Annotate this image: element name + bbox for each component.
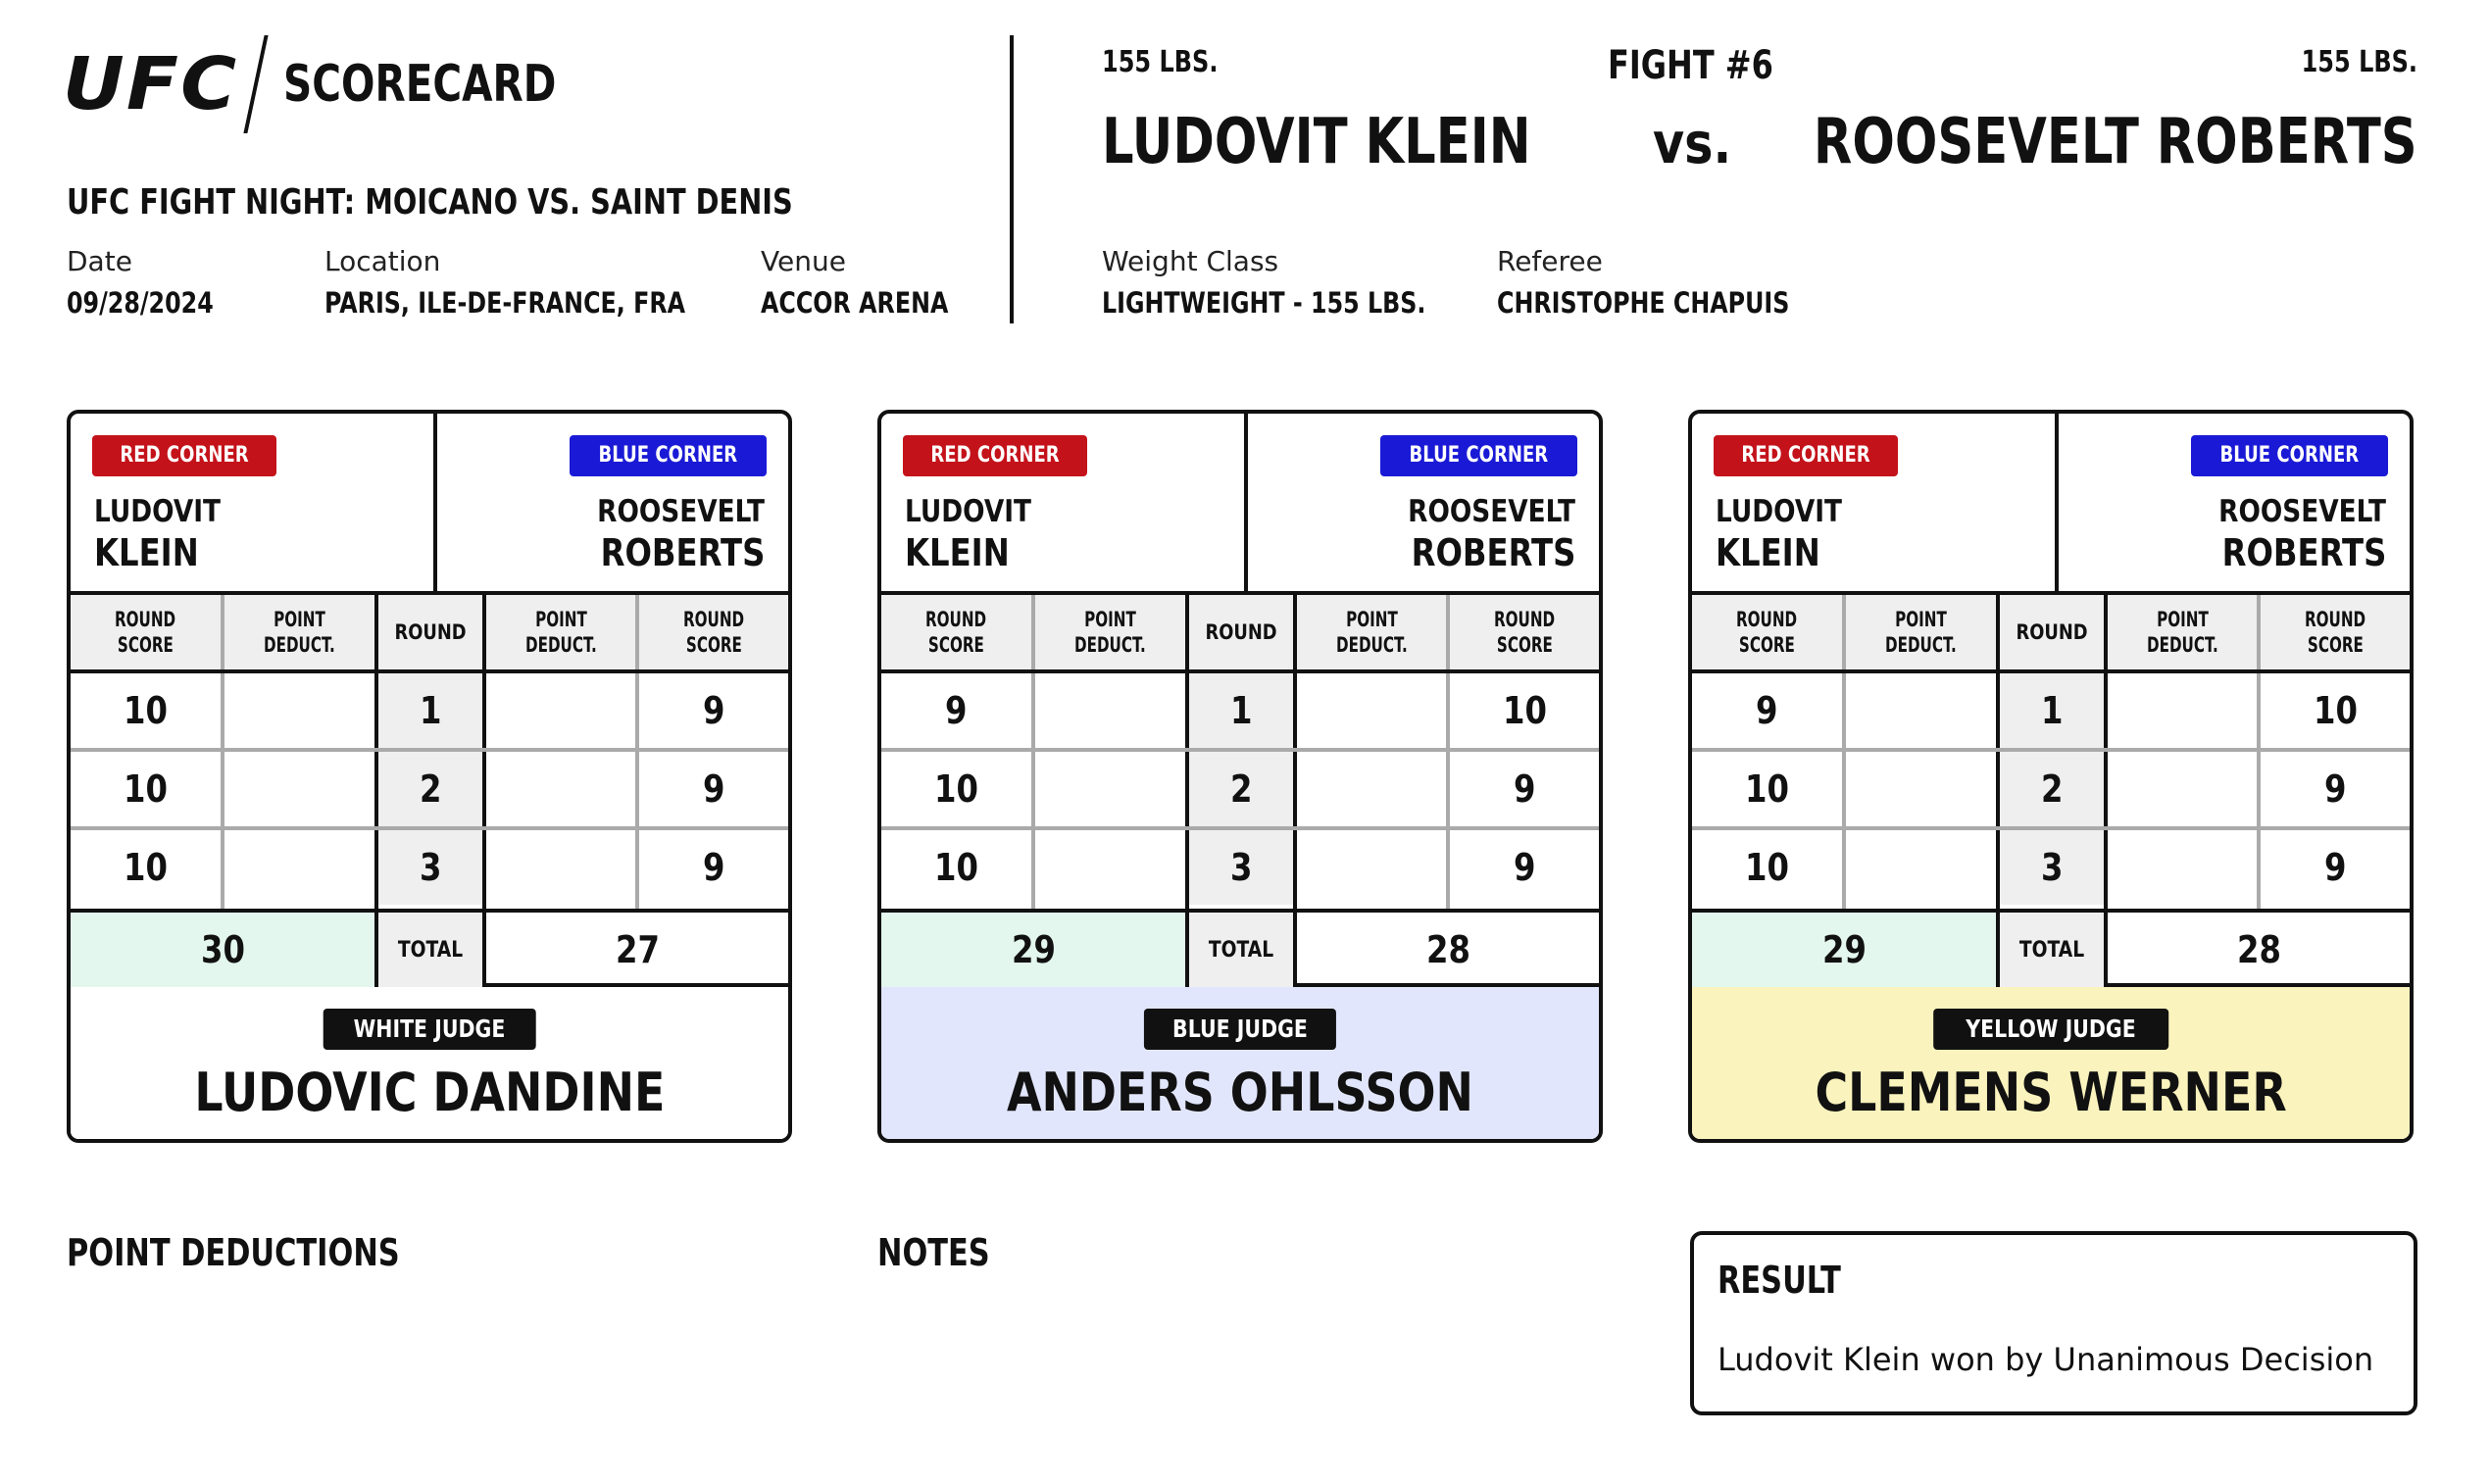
blue-round-score-header: ROUND SCORE	[2304, 608, 2366, 657]
total-divider-right	[2104, 913, 2108, 987]
header-divider	[1996, 595, 2000, 669]
score-grid-header	[71, 595, 788, 673]
result-title: RESULT	[1718, 1259, 1841, 1302]
grid-divider	[221, 830, 224, 909]
total-row	[881, 909, 1599, 987]
round-number: 1	[1189, 673, 1293, 748]
blue-round-score: 9	[2323, 846, 2347, 889]
red-fighter-last-name: KLEIN	[905, 531, 1010, 574]
corner-divider	[1244, 414, 1248, 595]
total-divider-left	[1996, 913, 2000, 987]
blue-corner-badge	[1380, 435, 1577, 476]
judge-scorecard-1	[67, 410, 792, 1143]
red-fighter-last-name: KLEIN	[94, 531, 199, 574]
header-divider	[374, 595, 378, 669]
red-corner-badge	[903, 435, 1087, 476]
round-header: ROUND	[2016, 620, 2088, 644]
red-round-score-header: ROUND SCORE	[925, 608, 987, 657]
round-number: 3	[1189, 830, 1293, 905]
round-row	[1692, 830, 2410, 909]
red-round-score: 10	[1745, 767, 1789, 811]
round-header: ROUND	[1205, 620, 1277, 644]
blue-round-score: 9	[1513, 846, 1536, 889]
blue-point-deduct-header: POINT DEDUCT.	[2146, 608, 2218, 657]
round-row	[71, 673, 788, 752]
grid-divider	[374, 752, 378, 830]
point-deductions-title: POINT DEDUCTIONS	[67, 1231, 400, 1274]
score-grid-header	[881, 595, 1599, 673]
red-corner-badge	[1714, 435, 1898, 476]
blue-point-deduct-header: POINT DEDUCT.	[524, 608, 597, 657]
total-divider-right	[1293, 913, 1297, 987]
red-round-score-header: ROUND SCORE	[1736, 608, 1798, 657]
grid-divider	[221, 673, 224, 752]
fight-number: FIGHT #6	[1608, 43, 1773, 88]
round-number: 1	[2000, 673, 2104, 748]
venue-value: ACCOR ARENA	[761, 286, 949, 320]
header-divider	[221, 595, 224, 669]
red-point-deduction	[224, 752, 374, 826]
scorecard-fighters-header	[1692, 414, 2410, 595]
total-label: TOTAL	[1189, 913, 1293, 987]
round-row	[881, 673, 1599, 752]
corner-divider	[433, 414, 437, 595]
judge-badge: WHITE JUDGE	[324, 1009, 536, 1050]
grid-divider	[1842, 752, 1846, 830]
header-divider	[1446, 595, 1450, 669]
total-row	[71, 909, 788, 987]
header-divider	[2104, 595, 2108, 669]
red-point-deduct-header: POINT DEDUCT.	[1074, 608, 1146, 657]
red-round-score: 10	[124, 689, 168, 732]
grid-divider	[1031, 830, 1035, 909]
date-label: Date	[67, 245, 132, 277]
grid-divider	[1446, 830, 1450, 909]
round-number: 2	[378, 752, 482, 826]
judge-badge: YELLOW JUDGE	[1933, 1009, 2168, 1050]
red-corner-badge	[92, 435, 276, 476]
red-round-score: 10	[124, 767, 168, 811]
red-total-score: 30	[71, 913, 374, 987]
event-title: UFC FIGHT NIGHT: MOICANO VS. SAINT DENIS	[67, 182, 793, 223]
header-divider	[482, 595, 486, 669]
venue-label: Venue	[761, 245, 846, 277]
referee-label: Referee	[1497, 245, 1603, 277]
date-value: 09/28/2024	[67, 286, 214, 320]
blue-total-score: 28	[1425, 928, 1470, 971]
total-label: TOTAL	[378, 913, 482, 987]
red-round-score: 9	[1756, 689, 1778, 732]
referee-value: CHRISTOPHE CHAPUIS	[1497, 286, 1790, 320]
round-number: 2	[2000, 752, 2104, 826]
judge-badge: BLUE JUDGE	[1144, 1009, 1336, 1050]
blue-round-score: 10	[2313, 689, 2358, 732]
round-number: 2	[1189, 752, 1293, 826]
header-divider	[1185, 595, 1189, 669]
round-header: ROUND	[394, 620, 467, 644]
red-point-deduct-header: POINT DEDUCT.	[1885, 608, 1957, 657]
header-divider	[1293, 595, 1297, 669]
blue-corner-badge	[570, 435, 767, 476]
grid-divider	[1842, 673, 1846, 752]
scorecard-fighters-header	[881, 414, 1599, 595]
round-row	[1692, 673, 2410, 752]
score-grid-header	[1692, 595, 2410, 673]
grid-divider	[2257, 830, 2261, 909]
blue-fighter-weight: 155 LBS.	[2301, 45, 2417, 79]
round-number: 3	[378, 830, 482, 905]
round-number: 3	[2000, 830, 2104, 905]
grid-divider	[2104, 830, 2108, 909]
red-fighter-first-name: LUDOVIT	[94, 494, 221, 529]
blue-round-score: 9	[2323, 767, 2347, 811]
grid-divider	[482, 752, 486, 830]
red-fighter-first-name: LUDOVIT	[905, 494, 1031, 529]
grid-divider	[1293, 830, 1297, 909]
grid-divider	[1293, 673, 1297, 752]
blue-fighter-first-name: ROOSEVELT	[1408, 494, 1575, 529]
red-point-deduction	[1846, 830, 1996, 905]
round-row	[881, 752, 1599, 830]
grid-divider	[221, 752, 224, 830]
total-divider-left	[1185, 913, 1189, 987]
header-divider	[1010, 35, 1014, 323]
judge-scorecard-3	[1688, 410, 2414, 1143]
red-fighter-weight: 155 LBS.	[1102, 45, 1219, 79]
blue-round-score: 9	[702, 689, 725, 732]
red-fighter-name: LUDOVIT KLEIN	[1102, 106, 1531, 178]
grid-divider	[374, 830, 378, 909]
round-row	[71, 752, 788, 830]
red-point-deduction	[1846, 752, 1996, 826]
blue-fighter-last-name: ROBERTS	[2221, 531, 2386, 574]
round-row	[71, 830, 788, 909]
grid-divider	[635, 830, 639, 909]
weight-class-value: LIGHTWEIGHT - 155 LBS.	[1102, 286, 1426, 320]
grid-divider	[2257, 673, 2261, 752]
red-point-deduction	[1035, 673, 1185, 748]
blue-fighter-name: ROOSEVELT ROBERTS	[1814, 106, 2417, 178]
blue-round-score: 10	[1502, 689, 1547, 732]
blue-point-deduct-header: POINT DEDUCT.	[1335, 608, 1408, 657]
red-fighter-last-name: KLEIN	[1716, 531, 1820, 574]
grid-divider	[1031, 752, 1035, 830]
grid-divider	[374, 673, 378, 752]
judge-name: ANDERS OHLSSON	[1007, 1062, 1473, 1123]
grid-divider	[1185, 673, 1189, 752]
blue-round-score-header: ROUND SCORE	[1493, 608, 1556, 657]
blue-total-score: 27	[615, 928, 660, 971]
blue-point-deduction	[1297, 752, 1446, 826]
total-divider-left	[374, 913, 378, 987]
grid-divider	[1996, 830, 2000, 909]
blue-corner-label: BLUE CORNER	[598, 443, 738, 468]
grid-divider	[482, 673, 486, 752]
judge-name: CLEMENS WERNER	[1815, 1062, 2287, 1123]
blue-total-score: 28	[2236, 928, 2281, 971]
grid-divider	[1185, 830, 1189, 909]
red-round-score: 10	[1745, 846, 1789, 889]
red-corner-label: RED CORNER	[1741, 443, 1870, 468]
total-divider-right	[482, 913, 486, 987]
notes-title: NOTES	[877, 1231, 990, 1274]
scorecard-title: SCORECARD	[282, 55, 557, 114]
grid-divider	[1842, 830, 1846, 909]
red-total-score: 29	[1692, 913, 1996, 987]
blue-fighter-first-name: ROOSEVELT	[597, 494, 765, 529]
blue-point-deduction	[486, 752, 635, 826]
grid-divider	[1446, 752, 1450, 830]
red-round-score: 10	[124, 846, 168, 889]
red-fighter-first-name: LUDOVIT	[1716, 494, 1842, 529]
red-round-score: 10	[934, 767, 978, 811]
red-point-deduct-header: POINT DEDUCT.	[264, 608, 335, 657]
round-row	[1692, 752, 2410, 830]
total-row	[1692, 909, 2410, 987]
red-round-score: 9	[945, 689, 968, 732]
blue-point-deduction	[1297, 673, 1446, 748]
judge-footer	[881, 987, 1599, 1143]
blue-point-deduction	[486, 830, 635, 905]
grid-divider	[1031, 673, 1035, 752]
ufc-logo	[62, 35, 633, 133]
grid-divider	[635, 752, 639, 830]
round-number: 1	[378, 673, 482, 748]
total-label: TOTAL	[2000, 913, 2104, 987]
header-divider	[635, 595, 639, 669]
result-box	[1690, 1231, 2417, 1415]
blue-fighter-first-name: ROOSEVELT	[2218, 494, 2386, 529]
header-divider	[1031, 595, 1035, 669]
blue-round-score-header: ROUND SCORE	[682, 608, 745, 657]
blue-corner-badge	[2191, 435, 2388, 476]
judge-footer	[71, 987, 788, 1143]
weight-class-label: Weight Class	[1102, 245, 1279, 277]
result-text: Ludovit Klein won by Unanimous Decision	[1718, 1341, 2374, 1378]
corner-divider	[2055, 414, 2059, 595]
red-total-score: 29	[881, 913, 1185, 987]
grid-divider	[635, 673, 639, 752]
red-point-deduction	[224, 830, 374, 905]
judge-footer	[1692, 987, 2410, 1143]
location-label: Location	[324, 245, 441, 277]
grid-divider	[482, 830, 486, 909]
scorecard-fighters-header	[71, 414, 788, 595]
grid-divider	[1185, 752, 1189, 830]
blue-fighter-last-name: ROBERTS	[1411, 531, 1575, 574]
grid-divider	[1996, 752, 2000, 830]
grid-divider	[2104, 673, 2108, 752]
blue-round-score: 9	[1513, 767, 1536, 811]
red-point-deduction	[1035, 830, 1185, 905]
red-corner-label: RED CORNER	[120, 443, 249, 468]
header-divider	[2257, 595, 2261, 669]
red-point-deduction	[1035, 752, 1185, 826]
blue-corner-label: BLUE CORNER	[2219, 443, 2360, 468]
blue-point-deduction	[2108, 673, 2257, 748]
judge-name: LUDOVIC DANDINE	[193, 1062, 666, 1123]
blue-round-score: 9	[702, 767, 725, 811]
blue-fighter-last-name: ROBERTS	[600, 531, 765, 574]
blue-round-score: 9	[702, 846, 725, 889]
ufc-logo-text: UFC	[62, 42, 239, 126]
header-divider	[1842, 595, 1846, 669]
red-corner-label: RED CORNER	[930, 443, 1060, 468]
blue-point-deduction	[1297, 830, 1446, 905]
red-round-score: 10	[934, 846, 978, 889]
grid-divider	[1996, 673, 2000, 752]
red-point-deduction	[1846, 673, 1996, 748]
logo-divider	[243, 35, 268, 133]
blue-point-deduction	[2108, 830, 2257, 905]
grid-divider	[2104, 752, 2108, 830]
grid-divider	[2257, 752, 2261, 830]
location-value: PARIS, ILE-DE-FRANCE, FRA	[324, 286, 686, 320]
round-row	[881, 830, 1599, 909]
blue-point-deduction	[2108, 752, 2257, 826]
grid-divider	[1446, 673, 1450, 752]
judge-scorecard-2	[877, 410, 1603, 1143]
vs-label: vs.	[1653, 110, 1732, 176]
red-point-deduction	[224, 673, 374, 748]
red-round-score-header: ROUND SCORE	[115, 608, 176, 657]
grid-divider	[1293, 752, 1297, 830]
blue-point-deduction	[486, 673, 635, 748]
blue-corner-label: BLUE CORNER	[1409, 443, 1549, 468]
